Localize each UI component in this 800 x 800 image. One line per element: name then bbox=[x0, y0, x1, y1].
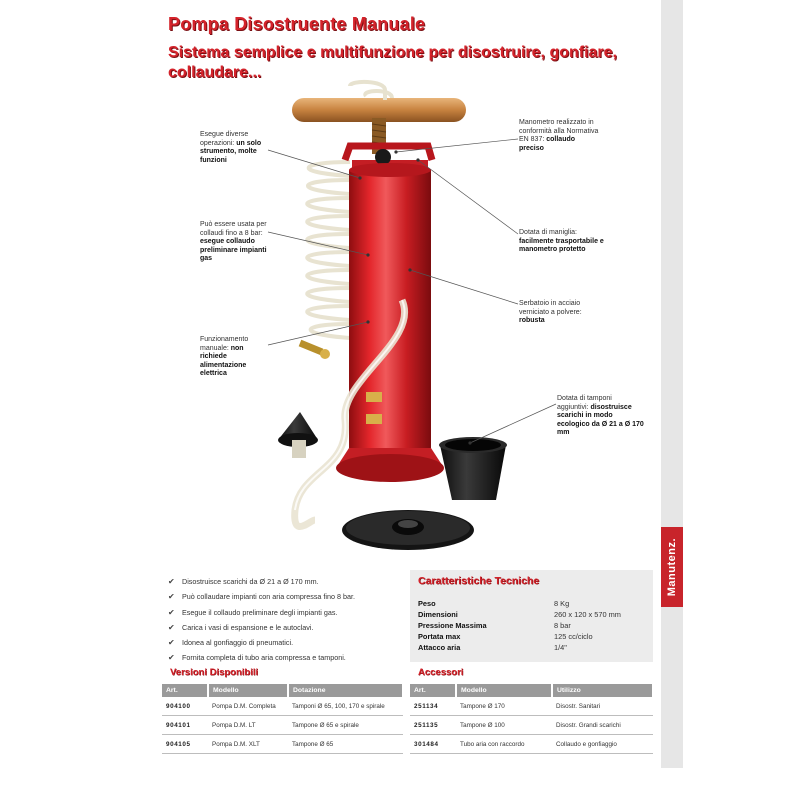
small-plug bbox=[278, 412, 318, 458]
list-item: ✔ Idonea al gonfiaggio di pneumatici. bbox=[168, 635, 398, 650]
spiral-hose bbox=[307, 162, 350, 338]
table-row: 904101 Pompa D.M. LT Tampone Ø 65 e spirale bbox=[162, 716, 403, 735]
table-row: 904100 Pompa D.M. Completa Tamponi Ø 65, 100, 170 e spirale bbox=[162, 697, 403, 716]
list-item: ✔ Fornita completa di tubo aria compressa e tamponi. bbox=[168, 650, 398, 665]
table-row: 251135 Tampone Ø 100 Disostr. Grandi scarichi bbox=[410, 716, 653, 735]
brass-fitting bbox=[300, 343, 330, 359]
list-item: ✔ Può collaudare impianti con aria compressa fino 8 bar. bbox=[168, 589, 398, 604]
table-row: 251134 Tampone Ø 170 Disostr. Sanitari bbox=[410, 697, 653, 716]
annotation-gauge: Manometro realizzato in conformità alla Normativa EN 837: collaudo preciso bbox=[519, 119, 599, 152]
checkmark-icon: ✔ bbox=[168, 622, 175, 632]
checkmark-icon: ✔ bbox=[168, 577, 175, 586]
page-title: Pompa Disostruente Manuale bbox=[168, 14, 426, 34]
annotation-operations: Esegue diverse operazioni: un solo strumento, molte funzioni bbox=[200, 131, 262, 164]
page-subtitle: Sistema semplice e multifunzione per disostruire, gonfiare, collaudare... bbox=[168, 44, 617, 81]
feature-list bbox=[168, 574, 398, 666]
versions-table bbox=[162, 684, 404, 754]
pump-cylinder bbox=[336, 146, 444, 482]
disc-plug bbox=[342, 510, 474, 550]
table-header-row: Art. Modello Dotazione bbox=[162, 684, 403, 697]
checkmark-icon: ✔ bbox=[168, 592, 175, 602]
checkmark-icon: ✔ bbox=[168, 653, 175, 663]
cup-plug bbox=[439, 437, 507, 500]
checkmark-icon: ✔ bbox=[168, 638, 175, 648]
table-row: 904105 Pompa D.M. XLT Tampone Ø 65 bbox=[162, 735, 403, 754]
side-tab-label: Manutenz. bbox=[666, 537, 678, 597]
annotation-plugs: Dotata di tamponi aggiuntivi: disostruisce scarichi in modo ecologico da Ø 21 a Ø 170 mm bbox=[557, 395, 644, 436]
annotation-manual: Funzionamento manuale: non richiede alimentazione elettrica bbox=[200, 336, 249, 377]
annotation-handle: Dotata di maniglia: facilmente trasportabile e manometro protetto bbox=[519, 229, 604, 253]
list-item: ✔ Disostruisce scarichi da Ø 21 a Ø 170 mm. bbox=[168, 574, 398, 589]
annotation-tank: Serbatoio in acciaio verniciato a polvere: robusta bbox=[519, 300, 582, 324]
specs-title: Caratteristiche Tecniche bbox=[418, 575, 540, 587]
accessories-title: Accessori bbox=[418, 667, 464, 678]
checkmark-icon: ✔ bbox=[168, 607, 175, 617]
accessories-table bbox=[410, 684, 654, 754]
versions-title: Versioni Disponibili bbox=[170, 667, 259, 678]
table-header-row: Art. Modello Utilizzo bbox=[410, 684, 653, 697]
table-row: 301484 Tubo aria con raccordo Collaudo e gonfiaggio bbox=[410, 735, 653, 754]
annotation-testing: Può essere usata per collaudi fino a 8 bar: esegue collaudo preliminare impianti gas bbox=[200, 221, 267, 262]
list-item: ✔ Esegue il collaudo preliminare degli impianti gas. bbox=[168, 605, 398, 620]
catalog-page: Manutenz. Pompa Disostruente Manuale Sistema semplice e multifunzione per disostruire, gonfiare, collaudare... Esegue diverse operazioni: un solo strumento, molte funzioni Può essere usata per collaudi fino a 8 bar: esegue collaudo preliminare impianti gas Funzionamento manuale: non richiede alimentazione elettrica Manometro realizzato in conformità alla Normativa EN 837: collaudo preciso Dotata di maniglia: facilmente trasportabile e manometro protetto Serbatoio in acciaio verniciato a polvere: robusta Dotata di tamponi aggiuntivi: disostruisce scarichi in modo ecologico da Ø 21 a Ø 170 mm ✔ Disostruisce scarichi da Ø 21 a Ø 170 mm. ✔ Può collaudare impianti con aria compressa fino 8 bar. ✔ Esegue il collaudo preliminare degli impianti gas. ✔ Carica i vasi di espansione e le autoclavi. ✔ Idonea al gonfiaggio di pneumatici. ✔ Fornita completa di tubo aria compressa e tamponi. Caratteristiche Tecniche Peso 8 Kg Dimensioni 260 x 120 x 570 mm Pressione Massima 8 bar Portata max 125 cc/ciclo Attacco aria 1/4" Versioni Disponibili Art. Modello Dotazione 904100 Pompa D.M. Completa Tamponi Ø 65, 100, 170 e spirale 904101 Pompa D.M. LT Tampone Ø 65 e spirale 904105 Pompa D.M. XLT Tampone Ø 65 Accessori Art. Modello Utilizzo 251134 Tampone Ø 170 Disostr. Sanitari 251135 Tampone Ø 100 Disostr. Grandi scarichi 301484 Tubo aria con raccordo Collaudo e gonfiaggio bbox=[0, 0, 800, 800]
list-item: ✔ Carica i vasi di espansione e le autoclavi. bbox=[168, 620, 398, 635]
